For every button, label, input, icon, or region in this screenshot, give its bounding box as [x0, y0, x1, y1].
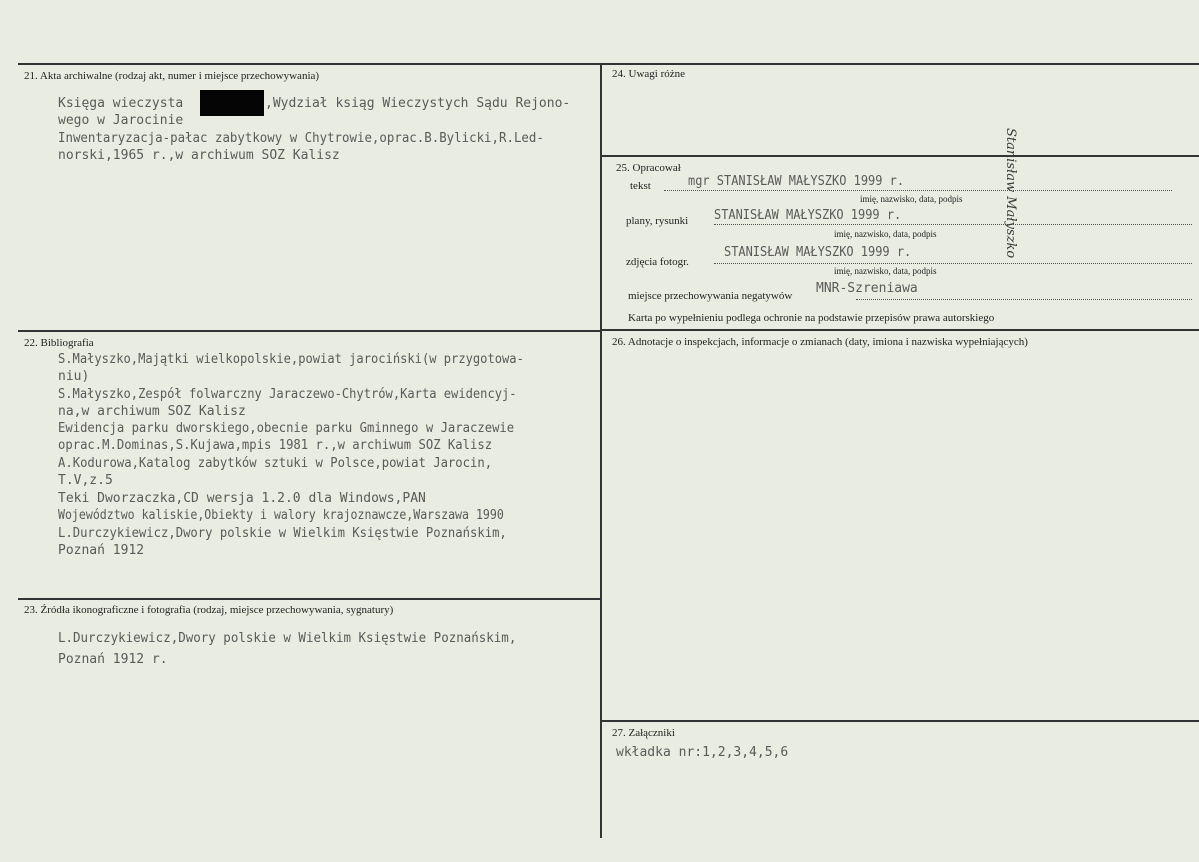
zdjecia-value: STANISŁAW MAŁYSZKO 1999 r.	[724, 245, 912, 260]
bib-line-2: niu)	[58, 369, 90, 384]
plany-value: STANISŁAW MAŁYSZKO 1999 r.	[714, 208, 902, 223]
section-24-label: 24. Uwagi różne	[612, 68, 686, 80]
icon-source-line-2: Poznań 1912 r.	[58, 652, 168, 667]
redaction-box	[200, 90, 264, 116]
divider-22	[18, 330, 600, 332]
divider-26	[600, 329, 1199, 331]
bib-line-10: Województwo kaliskie,Obiekty i walory krajoznawcze,Warszawa 1990	[58, 508, 504, 523]
plany-dots	[714, 224, 1192, 225]
section-21-line-3: Inwentaryzacja-pałac zabytkowy w Chytrowie,oprac.B.Bylicki,R.Led-	[58, 131, 544, 146]
bib-line-4: na,w archiwum SOZ Kalisz	[58, 404, 246, 419]
miejsce-value: MNR-Szreniawa	[816, 281, 918, 296]
bib-line-5: Ewidencja parku dworskiego,obecnie parku Gminnego w Jaraczewie	[58, 421, 515, 436]
top-border	[18, 63, 1199, 65]
divider-25	[600, 155, 1199, 157]
copyright-note: Karta po wypełnieniu podlega ochronie na podstawie przepisów prawa autorskiego	[628, 312, 995, 324]
bib-line-1: S.Małyszko,Majątki wielkopolskie,powiat jarociński(w przygotowa-	[58, 352, 524, 367]
tekst-dots	[664, 190, 1172, 191]
miejsce-label: miejsce przechowywania negatywów	[628, 290, 793, 302]
zdjecia-dots	[714, 263, 1192, 264]
divider-23	[18, 598, 600, 600]
section-26-label: 26. Adnotacje o inspekcjach, informacje o zmianach (daty, imiona i nazwiska wypełniających)	[612, 336, 1028, 348]
section-25-label: 25. Opracował	[616, 162, 681, 174]
tekst-value: mgr STANISŁAW MAŁYSZKO 1999 r.	[688, 174, 905, 189]
section-27-label: 27. Załączniki	[612, 727, 675, 739]
section-22-label: 22. Bibliografia	[24, 337, 94, 349]
miejsce-dots	[856, 299, 1192, 300]
bib-line-3: S.Małyszko,Zespół folwarczny Jaraczewo-Chytrów,Karta ewidencyj-	[58, 387, 517, 402]
bib-line-11: L.Durczykiewicz,Dwory polskie w Wielkim Księstwie Poznańskim,	[58, 526, 507, 541]
bib-line-8: T.V,z.5	[58, 473, 113, 488]
plany-label: plany, rysunki	[626, 215, 689, 227]
bib-line-9: Teki Dworzaczka,CD wersja 1.2.0 dla Windows,PAN	[58, 491, 426, 506]
section-21-line-2: wego w Jarocinie	[58, 113, 184, 128]
bib-line-12: Poznań 1912	[58, 543, 145, 558]
tekst-label: tekst	[630, 180, 651, 192]
tekst-sub: imię, nazwisko, data, podpis	[860, 194, 963, 204]
attachments-value: wkładka nr:1,2,3,4,5,6	[616, 745, 789, 760]
handwritten-signature: Stanisław Małyszko	[1003, 128, 1018, 259]
zdjecia-sub: imię, nazwisko, data, podpis	[834, 266, 937, 276]
bib-line-7: A.Kodurowa,Katalog zabytków sztuki w Polsce,powiat Jarocin,	[58, 456, 493, 471]
section-21-line-1: Księga wieczysta	[58, 96, 184, 111]
section-23-label: 23. Źródła ikonograficzne i fotografia (rodzaj, miejsce przechowywania, sygnatury)	[24, 604, 394, 616]
plany-sub: imię, nazwisko, data, podpis	[834, 229, 937, 239]
section-21-line-1b: ,Wydział ksiąg Wieczystych Sądu Rejono-	[265, 96, 571, 111]
zdjecia-label: zdjęcia fotogr.	[626, 256, 689, 268]
bib-line-6: oprac.M.Dominas,S.Kujawa,mpis 1981 r.,w archiwum SOZ Kalisz	[58, 438, 493, 453]
section-21-label: 21. Akta archiwalne (rodzaj akt, numer i miejsce przechowywania)	[24, 70, 320, 82]
divider-27	[600, 720, 1199, 722]
icon-source-line-1: L.Durczykiewicz,Dwory polskie w Wielkim Księstwie Poznańskim,	[58, 631, 517, 646]
section-21-line-4: norski,1965 r.,w archiwum SOZ Kalisz	[58, 148, 340, 163]
